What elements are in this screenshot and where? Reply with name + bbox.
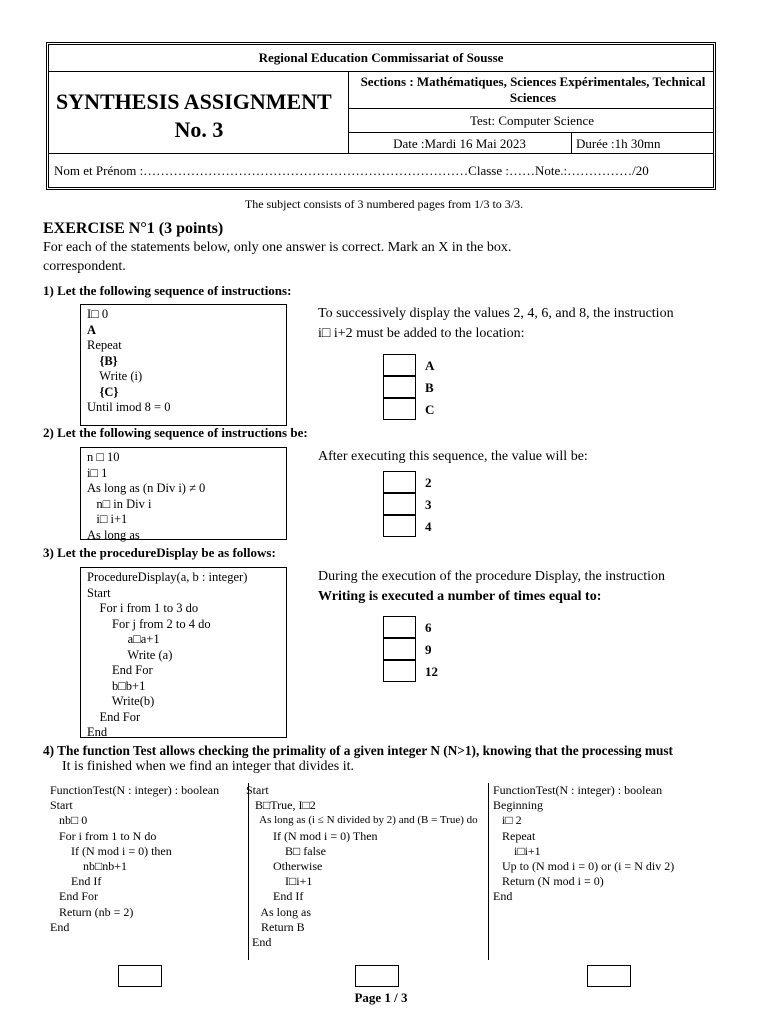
q1-title: 1) Let the following sequence of instructions: — [43, 283, 292, 298]
q1-checkbox-a[interactable] — [383, 354, 416, 376]
code-line: FunctionTest(N : integer) : boolean — [493, 783, 663, 797]
code-line: Write (i) — [87, 369, 143, 383]
q4-answer-box-2[interactable] — [355, 965, 399, 987]
q2-text: After executing this sequence, the value will be: — [318, 449, 588, 464]
q3-option-label: 6 — [425, 620, 432, 635]
code-line: Return (nb = 2) — [50, 904, 134, 919]
q4-answer-box-3[interactable] — [587, 965, 631, 987]
code-line: End — [493, 889, 513, 904]
assignment-number: No. 3 — [174, 117, 224, 142]
code-line: End For — [87, 663, 153, 677]
code-line: End If — [246, 889, 304, 904]
q1-option-label: B — [425, 380, 434, 395]
q2-checkbox-3[interactable] — [383, 493, 416, 515]
code-line: a□a+1 — [87, 632, 160, 646]
code-line: Repeat — [87, 338, 122, 352]
q3-text-line1: During the execution of the procedure Display, the instruction — [318, 569, 666, 584]
duration-label: Durée :1h 30mn — [576, 136, 661, 151]
code-line: i□ i+1 — [87, 512, 128, 526]
code-line: Write (a) — [87, 647, 173, 662]
student-name-field[interactable]: Nom et Prénom :…………………………………………………………………Classe :……Note.:……………/20 — [54, 163, 649, 178]
code-line: End For — [87, 709, 141, 724]
code-line: For j from 2 to 4 do — [87, 616, 211, 631]
q2-option-label: 4 — [425, 519, 432, 534]
q4-answer-box-1[interactable] — [118, 965, 162, 987]
header-table — [46, 42, 716, 190]
code-line: Start — [87, 585, 111, 600]
code-line: For i from 1 to N do — [50, 828, 157, 843]
q3-title: 3) Let the procedureDisplay be as follows: — [43, 545, 276, 560]
q3-code-box — [80, 567, 287, 738]
code-line: nb□ 0 — [50, 813, 88, 828]
code-line: Write(b) — [87, 694, 155, 708]
q2-checkbox-4[interactable] — [383, 515, 416, 537]
page-number: Page 1 / 3 — [354, 990, 408, 1005]
q4-function-col1 — [50, 783, 219, 935]
code-line: nb□nb+1 — [50, 859, 128, 874]
code-line: i□ 2 — [493, 813, 522, 828]
code-line: End — [246, 935, 272, 950]
code-line: Start — [246, 783, 269, 797]
code-line: A — [87, 322, 97, 337]
code-line: Until imod 8 = 0 — [87, 400, 171, 414]
code-line: As long as (i ≤ N divided by 2) and (B = True) do — [246, 814, 478, 827]
test-label: Test: Computer Science — [469, 113, 594, 128]
exercise-title: EXERCISE N°1 (3 points) — [43, 220, 224, 237]
code-line: B□True, I□2 — [246, 798, 316, 813]
page-subtitle: The subject consists of 3 numbered pages from 1/3 to 3/3. — [244, 197, 524, 211]
code-line: Return (N mod i = 0) — [493, 874, 604, 889]
q1-text-line2: i□ i+2 must be added to the location: — [318, 326, 525, 341]
q2-option-label: 2 — [425, 475, 432, 490]
sections-label: Sections : Mathématiques, Sciences Expérimentales, Technical Sciences — [360, 74, 706, 105]
code-line: {B} — [87, 353, 118, 368]
q4-function-col2 — [246, 783, 478, 950]
q2-checkbox-2[interactable] — [383, 471, 416, 493]
code-line: If (N mod i = 0) Then — [246, 828, 378, 843]
code-line: FunctionTest(N : integer) : boolean — [50, 783, 220, 797]
code-line: Return B — [246, 919, 305, 934]
code-line: Repeat — [493, 828, 536, 843]
code-line: End If — [50, 874, 102, 889]
exercise-intro-line2: correspondent. — [43, 259, 126, 274]
code-line: ProcedureDisplay(a, b : integer) — [87, 570, 248, 584]
code-line: B□ false — [246, 843, 326, 858]
q1-code-box — [80, 304, 287, 426]
q1-text-line1: To successively display the values 2, 4, 6, and 8, the instruction — [318, 306, 674, 321]
code-line: i□i+1 — [493, 843, 541, 858]
q3-option-label: 12 — [425, 664, 438, 679]
date-label: Date :Mardi 16 Mai 2023 — [393, 136, 526, 151]
code-line: End — [87, 725, 108, 739]
code-line: b□b+1 — [87, 678, 146, 693]
code-line: n □ 10 — [87, 450, 120, 464]
code-line: i□ 1 — [87, 465, 108, 480]
commissariat-label: Regional Education Commissariat of Sousse — [258, 50, 504, 65]
code-line: If (N mod i = 0) then — [50, 843, 172, 858]
code-line: For i from 1 to 3 do — [87, 601, 199, 615]
q2-title: 2) Let the following sequence of instructions be: — [43, 425, 308, 440]
q2-option-label: 3 — [425, 497, 432, 512]
q3-checkbox-6[interactable] — [383, 616, 416, 638]
q1-checkbox-b[interactable] — [383, 376, 416, 398]
code-line: As long as (n Div i) ≠ 0 — [87, 481, 206, 495]
code-line: I□i+1 — [246, 874, 313, 889]
code-line: As long as — [87, 527, 140, 542]
q3-checkbox-12[interactable] — [383, 660, 416, 682]
q1-option-label: C — [425, 402, 435, 417]
q1-option-label: A — [425, 358, 435, 373]
q1-checkbox-c[interactable] — [383, 398, 416, 420]
code-line: Beginning — [493, 798, 543, 813]
code-line: As long as — [246, 904, 312, 919]
code-line: Up to (N mod i = 0) or (i = N div 2) — [493, 859, 675, 874]
code-line: {C} — [87, 384, 119, 399]
code-line: End For — [50, 889, 98, 904]
exercise-intro-line1: For each of the statements below, only one answer is correct. Mark an X in the box. — [43, 240, 512, 255]
code-line: End — [50, 919, 70, 934]
q2-code-box — [80, 447, 287, 540]
q4-function-col3 — [493, 783, 674, 905]
q3-option-label: 9 — [425, 642, 432, 657]
code-line: Otherwise — [246, 859, 323, 874]
q3-text-line2: Writing is executed a number of times equal to: — [318, 589, 602, 604]
code-line: n□ in Div i — [87, 496, 152, 511]
code-line: I□ 0 — [87, 307, 109, 321]
q4-subtitle: It is finished when we find an integer that divides it. — [62, 759, 354, 774]
q4-title: 4) The function Test allows checking the primality of a given integer N (N>1), knowing that the processing must — [43, 743, 673, 758]
assignment-title: SYNTHESIS ASSIGNMENT — [56, 89, 332, 114]
code-line: Start — [50, 798, 73, 813]
q3-checkbox-9[interactable] — [383, 638, 416, 660]
